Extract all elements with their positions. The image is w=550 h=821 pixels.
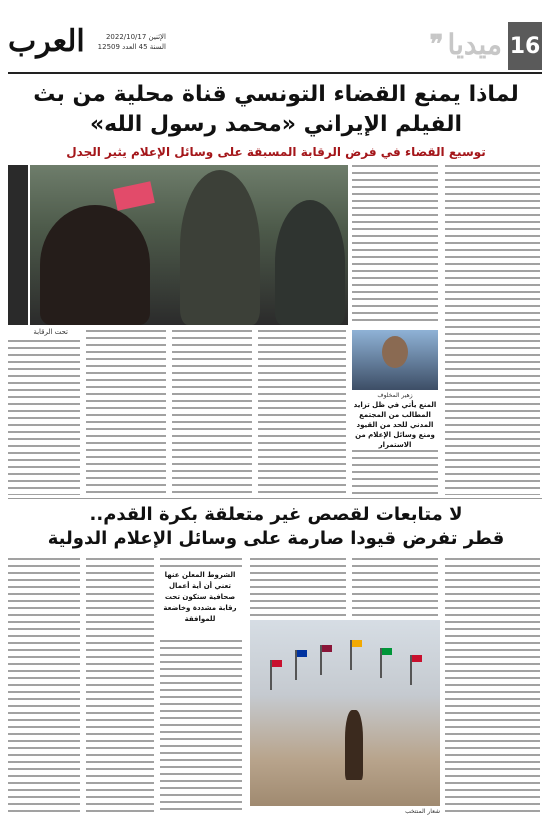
story2-col-5 (160, 640, 242, 813)
photo-caption: تحت الرقابة (33, 328, 68, 336)
story2-photo (250, 620, 440, 806)
story1-col-d (258, 330, 346, 495)
story1-headline-line1: لماذا يمنع القضاء التونسي قناة محلية من بث (33, 82, 519, 107)
header-rule (8, 72, 542, 74)
flag-pole (270, 660, 272, 690)
protester-figure (40, 205, 150, 325)
flag-pole (410, 655, 412, 685)
story2-col-4 (160, 558, 242, 568)
officer-figure (180, 170, 260, 325)
story1-col-c (172, 330, 252, 495)
story2-col-right (445, 558, 540, 813)
story1-headline-line2: الفيلم الإيراني «محمد رسول الله» (89, 112, 463, 137)
officer-figure-2 (275, 200, 345, 325)
issue-number: السنة 45 العدد 12509 (97, 43, 166, 51)
quote-mark-icon: ❞ (429, 29, 444, 60)
newspaper-logo: العرب (8, 24, 85, 59)
story1-col-mid-2 (352, 450, 438, 495)
protest-card (113, 181, 155, 210)
story-divider (8, 498, 542, 499)
story2-pull-quote: الشروط المعلن عنها تعني أن أية أعمال صحافية ستكون تحت رقابة مشددة وخاضعة للموافقة (163, 571, 237, 623)
story1-col-a (8, 340, 80, 495)
page-header (8, 22, 542, 70)
page-number: 16 (508, 22, 542, 70)
flag-pole (295, 650, 297, 680)
story1-pull-quote: المنع يأتي في ظل تزايد المطالب من المجتمع المدني للحد من القيود ومنع وسائل الإعلام من الاستمرار (353, 401, 437, 449)
story2-col-3 (250, 558, 346, 616)
story1-photo (30, 165, 348, 325)
section-label: ميديا (447, 28, 502, 61)
flag-pole (320, 645, 322, 675)
story2-headline-line1: لا متابعات لقصص غير متعلقة بكرة القدم.. (89, 504, 463, 525)
story1-col-mid (352, 165, 438, 325)
story1-col-b (86, 330, 166, 495)
section-title (430, 28, 502, 61)
portrait-face (382, 336, 408, 368)
story1-portrait (352, 330, 438, 390)
photo-side-strip (8, 165, 28, 325)
flag-pole (380, 648, 382, 678)
story2-col-6 (86, 558, 154, 813)
person-figure (345, 710, 363, 780)
story1-subheadline: توسيع القضاء في فرض الرقابة المسبقة على وسائل الإعلام يثير الجدل (66, 145, 486, 159)
flag-pole (350, 640, 352, 670)
story2-headline-line2: قطر تفرض قيودا صارمة على وسائل الإعلام الدولية (47, 528, 505, 549)
story1-headline (12, 80, 540, 140)
issue-info (86, 32, 166, 52)
story2-photo-caption: شعار المنتخب (405, 808, 440, 815)
story2-col-7 (8, 558, 80, 813)
story2-col-2 (352, 558, 438, 616)
story1-col-right (445, 165, 540, 495)
portrait-caption: زهير المخلوف (377, 392, 413, 399)
issue-date: الإثنين 2022/10/17 (105, 33, 166, 41)
story2-headline (12, 503, 540, 551)
